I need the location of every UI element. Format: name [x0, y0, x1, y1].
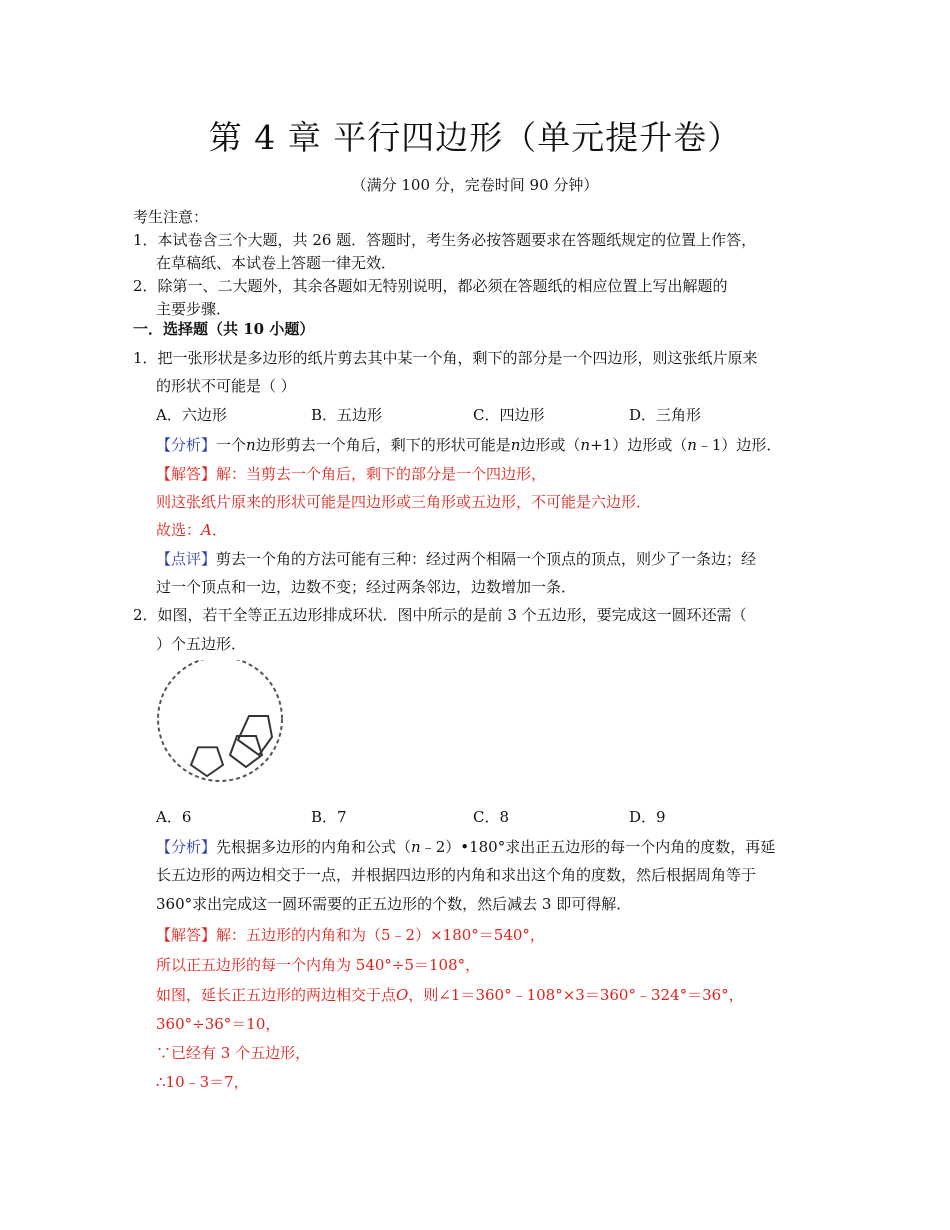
- answer-tag: 【解答】: [156, 926, 217, 944]
- q1-answer-line1: 【解答】解：当剪去一个角后，剩下的部分是一个四边形，: [156, 465, 547, 483]
- q2-option-c: C．8: [473, 808, 510, 826]
- notice-heading: 考生注意：: [133, 208, 209, 226]
- q2-analysis-line2: 长五边形的两边相交于一点，并根据四边形的内角和求出这个角的度数，然后根据周角等于: [156, 866, 757, 884]
- notice-item-2: 2．除第一、二大题外，其余各题如无特别说明，都必须在答题纸的相应位置上写出解题的: [133, 277, 728, 295]
- q2-answer-line2: 所以正五边形的每一个内角为 540°÷5＝108°，: [156, 956, 481, 974]
- q1-answer-line2: 则这张纸片原来的形状可能是四边形或三角形或五边形，不可能是六边形．: [156, 493, 652, 511]
- q1-option-a: A．六边形: [156, 406, 227, 424]
- dashed-circle: [158, 660, 282, 781]
- notice-item-1-cont: 在草稿纸、本试卷上答题一律无效．: [156, 254, 397, 272]
- comment-tag: 【点评】: [156, 550, 217, 568]
- q2-answer-line1: 【解答】解：五边形的内角和为（5﹣2）×180°＝540°，: [156, 926, 545, 944]
- page-title: 第 4 章 平行四边形（单元提升卷）: [208, 118, 742, 157]
- notice-item-1: 1．本试卷含三个大题，共 26 题．答题时，考生务必按答题要求在答题纸规定的位置上作答，: [133, 231, 757, 249]
- q1-answer-line3: 故选：A．: [156, 521, 227, 539]
- q2-answer-line4: 360°÷36°＝10，: [156, 1015, 281, 1033]
- q2-answer-line5: ∵已经有 3 个五边形，: [156, 1044, 311, 1062]
- pentagon-middle: [230, 736, 262, 767]
- pentagon-ring-figure: [150, 660, 295, 790]
- q1-comment-line2: 过一个顶点和一边，边数不变；经过两条邻边，边数增加一条．: [156, 578, 577, 596]
- q1-option-b: B．五边形: [311, 406, 383, 424]
- q2-answer-line6: ∴10﹣3＝7，: [156, 1073, 249, 1091]
- analysis-tag: 【分析】: [156, 436, 217, 454]
- answer-tag: 【解答】: [156, 465, 217, 483]
- q1-stem-line1: 1．把一张形状是多边形的纸片剪去其中某一个角，剩下的部分是一个四边形，则这张纸片原来: [133, 349, 758, 367]
- q2-analysis-line1: 【分析】先根据多边形的内角和公式（n﹣2）•180°求出正五边形的每一个内角的度数，再延: [156, 838, 776, 856]
- page-subtitle: （满分 100 分，完卷时间 90 分钟）: [351, 176, 599, 194]
- q2-stem-line1: 2．如图，若干全等正五边形排成环状．图中所示的是前 3 个五边形，要完成这一圆环还需（: [133, 606, 747, 624]
- analysis-tag: 【分析】: [156, 838, 217, 856]
- q2-stem-line2: ）个五边形．: [156, 635, 247, 653]
- q2-analysis-line3: 360°求出完成这一圆环需要的正五边形的个数，然后减去 3 即可得解．: [156, 895, 632, 913]
- q2-option-b: B．7: [311, 808, 347, 826]
- notice-item-2-cont: 主要步骤．: [156, 300, 232, 318]
- section-heading: 一．选择题（共 10 小题）: [133, 320, 315, 338]
- pentagon-left: [191, 747, 223, 776]
- q2-option-a: A．6: [156, 808, 192, 826]
- q1-stem-line2: 的形状不可能是（ ）: [156, 377, 296, 395]
- q1-analysis: 【分析】一个n边形剪去一个角后，剩下的形状可能是n边形或（n+1）边形或（n﹣1）边形．: [156, 436, 782, 454]
- q2-option-d: D．9: [629, 808, 666, 826]
- q2-answer-line3: 如图，延长正五边形的两边相交于点O，则∠1＝360°﹣108°×3＝360°﹣324°＝36°，: [156, 986, 744, 1004]
- q1-option-c: C．四边形: [473, 406, 545, 424]
- q1-comment-line1: 【点评】剪去一个角的方法可能有三种：经过两个相隔一个顶点的顶点，则少了一条边；经: [156, 550, 757, 568]
- q1-option-d: D．三角形: [629, 406, 702, 424]
